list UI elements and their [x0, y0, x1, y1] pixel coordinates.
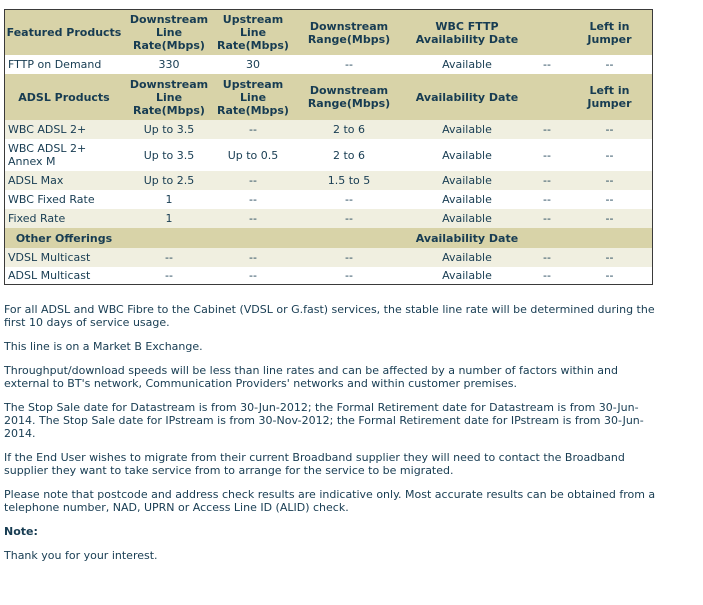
table-row	[5, 139, 652, 171]
extra-col: --	[543, 212, 551, 225]
upstream-rate: --	[249, 193, 257, 206]
header-featured	[5, 10, 652, 55]
product-name: FTTP on Demand	[8, 58, 102, 71]
left-in-jumper: --	[605, 251, 614, 264]
extra-col: --	[543, 269, 551, 282]
upstream-rate: --	[249, 251, 257, 264]
left-in-jumper: --	[605, 123, 614, 136]
table-row	[5, 120, 652, 139]
col-header-jumper: Left in Jumper	[587, 19, 632, 46]
note-stop-sale: The Stop Sale date for Datastream is from 30-Jun-2012; the Formal Retirement date for Datastream is from 30-Jun-2014. The Stop Sale date for IPstream is from 30-Nov-2012; the Formal Retirement date for IPstream is from 30-Jun-2014.	[4, 401, 644, 440]
downstream-range: 2 to 6	[332, 123, 366, 136]
availability-date: Available	[442, 58, 492, 71]
downstream-range: 1.5 to 5	[327, 174, 371, 187]
table-row	[5, 55, 652, 74]
product-name: WBC Fixed Rate	[8, 193, 95, 206]
col-header-blank	[527, 74, 567, 120]
downstream-rate: Up to 3.5	[143, 123, 195, 136]
col-header-downstream: Downstream Line Rate(Mbps)	[129, 13, 209, 52]
availability-date: Available	[442, 193, 492, 206]
downstream-rate: 330	[158, 58, 180, 71]
downstream-rate: Up to 2.5	[143, 174, 195, 187]
extra-col: --	[543, 123, 551, 136]
note-migration: If the End User wishes to migrate from their current Broadband supplier they will need to contact the Broadband supplier they want to take service from to arrange for the service to be migrated.	[4, 451, 625, 477]
availability-date: Available	[442, 212, 492, 225]
availability-date: Available	[442, 148, 492, 162]
note-stable-line-rate: For all ADSL and WBC Fibre to the Cabinet (VDSL or G.fast) services, the stable line rate will be determined during the first 10 days of service usage.	[4, 303, 655, 329]
note-throughput: Throughput/download speeds will be less than line rates and can be affected by a number of factors within and external to BT's network, Communication Providers' networks and within customer premises.	[4, 364, 619, 390]
availability-date: Available	[442, 174, 492, 187]
note-label: Note:	[4, 525, 38, 538]
product-name: WBC ADSL 2+ Annex M	[8, 142, 87, 168]
product-name: VDSL Multicast	[8, 251, 91, 264]
table-row	[5, 248, 652, 267]
col-header-range: Downstream Range(Mbps)	[307, 84, 391, 110]
left-in-jumper: --	[605, 174, 614, 187]
col-header-availability: Availability Date	[415, 231, 519, 245]
downstream-rate: Up to 3.5	[143, 148, 195, 162]
availability-date: Available	[442, 123, 492, 136]
col-header-product: ADSL Products	[18, 90, 110, 104]
downstream-rate: 1	[165, 193, 173, 206]
table-row	[5, 171, 652, 190]
product-name: WBC ADSL 2+	[8, 123, 87, 136]
col-header-availability: Availability Date	[415, 90, 519, 104]
col-header-product: Other Offerings	[15, 231, 113, 245]
downstream-range: 2 to 6	[332, 148, 366, 162]
col-header-upstream: Upstream Line Rate(Mbps)	[217, 13, 289, 52]
header-other-offerings	[5, 228, 652, 248]
upstream-rate: Up to 0.5	[227, 148, 279, 162]
note-postcode-check: Please note that postcode and address check results are indicative only. Most accurate results can be obtained from a telephone number, NAD, UPRN or Access Line ID (ALID) check.	[4, 488, 656, 514]
downstream-rate: --	[165, 251, 173, 264]
availability-date: Available	[442, 251, 492, 264]
left-in-jumper: --	[605, 269, 614, 282]
downstream-rate: 1	[165, 212, 173, 225]
col-header-jumper: Left in Jumper	[587, 84, 632, 110]
col-header-range: Downstream Range(Mbps)	[307, 19, 391, 46]
col-header-availability: WBC FTTP Availability Date	[415, 19, 519, 46]
downstream-range: --	[345, 251, 353, 264]
product-name: ADSL Max	[8, 174, 64, 187]
col-header-product: Featured Products	[6, 26, 122, 39]
table-row	[5, 267, 652, 284]
upstream-rate: 30	[246, 58, 260, 71]
left-in-jumper: --	[605, 58, 614, 71]
upstream-rate: --	[249, 269, 257, 282]
thank-you-text: Thank you for your interest.	[4, 549, 158, 562]
note-market-exchange: This line is on a Market B Exchange.	[4, 340, 203, 353]
upstream-rate: --	[249, 212, 257, 225]
col-header-upstream: Upstream Line Rate(Mbps)	[217, 77, 289, 117]
downstream-range: --	[345, 212, 353, 225]
table-row	[5, 190, 652, 209]
upstream-rate: --	[249, 174, 257, 187]
upstream-rate: --	[249, 123, 257, 136]
product-name: Fixed Rate	[8, 212, 66, 225]
table-row	[5, 209, 652, 228]
extra-col: --	[543, 251, 551, 264]
header-adsl	[5, 74, 652, 120]
product-name: ADSL Multicast	[8, 269, 91, 282]
extra-col: --	[543, 58, 551, 71]
downstream-range: --	[345, 58, 353, 71]
downstream-rate: --	[165, 269, 173, 282]
col-header-downstream: Downstream Line Rate(Mbps)	[129, 77, 209, 117]
availability-date: Available	[442, 269, 492, 282]
left-in-jumper: --	[605, 212, 614, 225]
extra-col: --	[543, 148, 551, 162]
col-header-blank	[527, 10, 567, 55]
left-in-jumper: --	[605, 193, 614, 206]
left-in-jumper: --	[605, 148, 614, 162]
downstream-range: --	[345, 269, 353, 282]
availability-table	[4, 9, 653, 285]
downstream-range: --	[345, 193, 353, 206]
extra-col: --	[543, 174, 551, 187]
extra-col: --	[543, 193, 551, 206]
